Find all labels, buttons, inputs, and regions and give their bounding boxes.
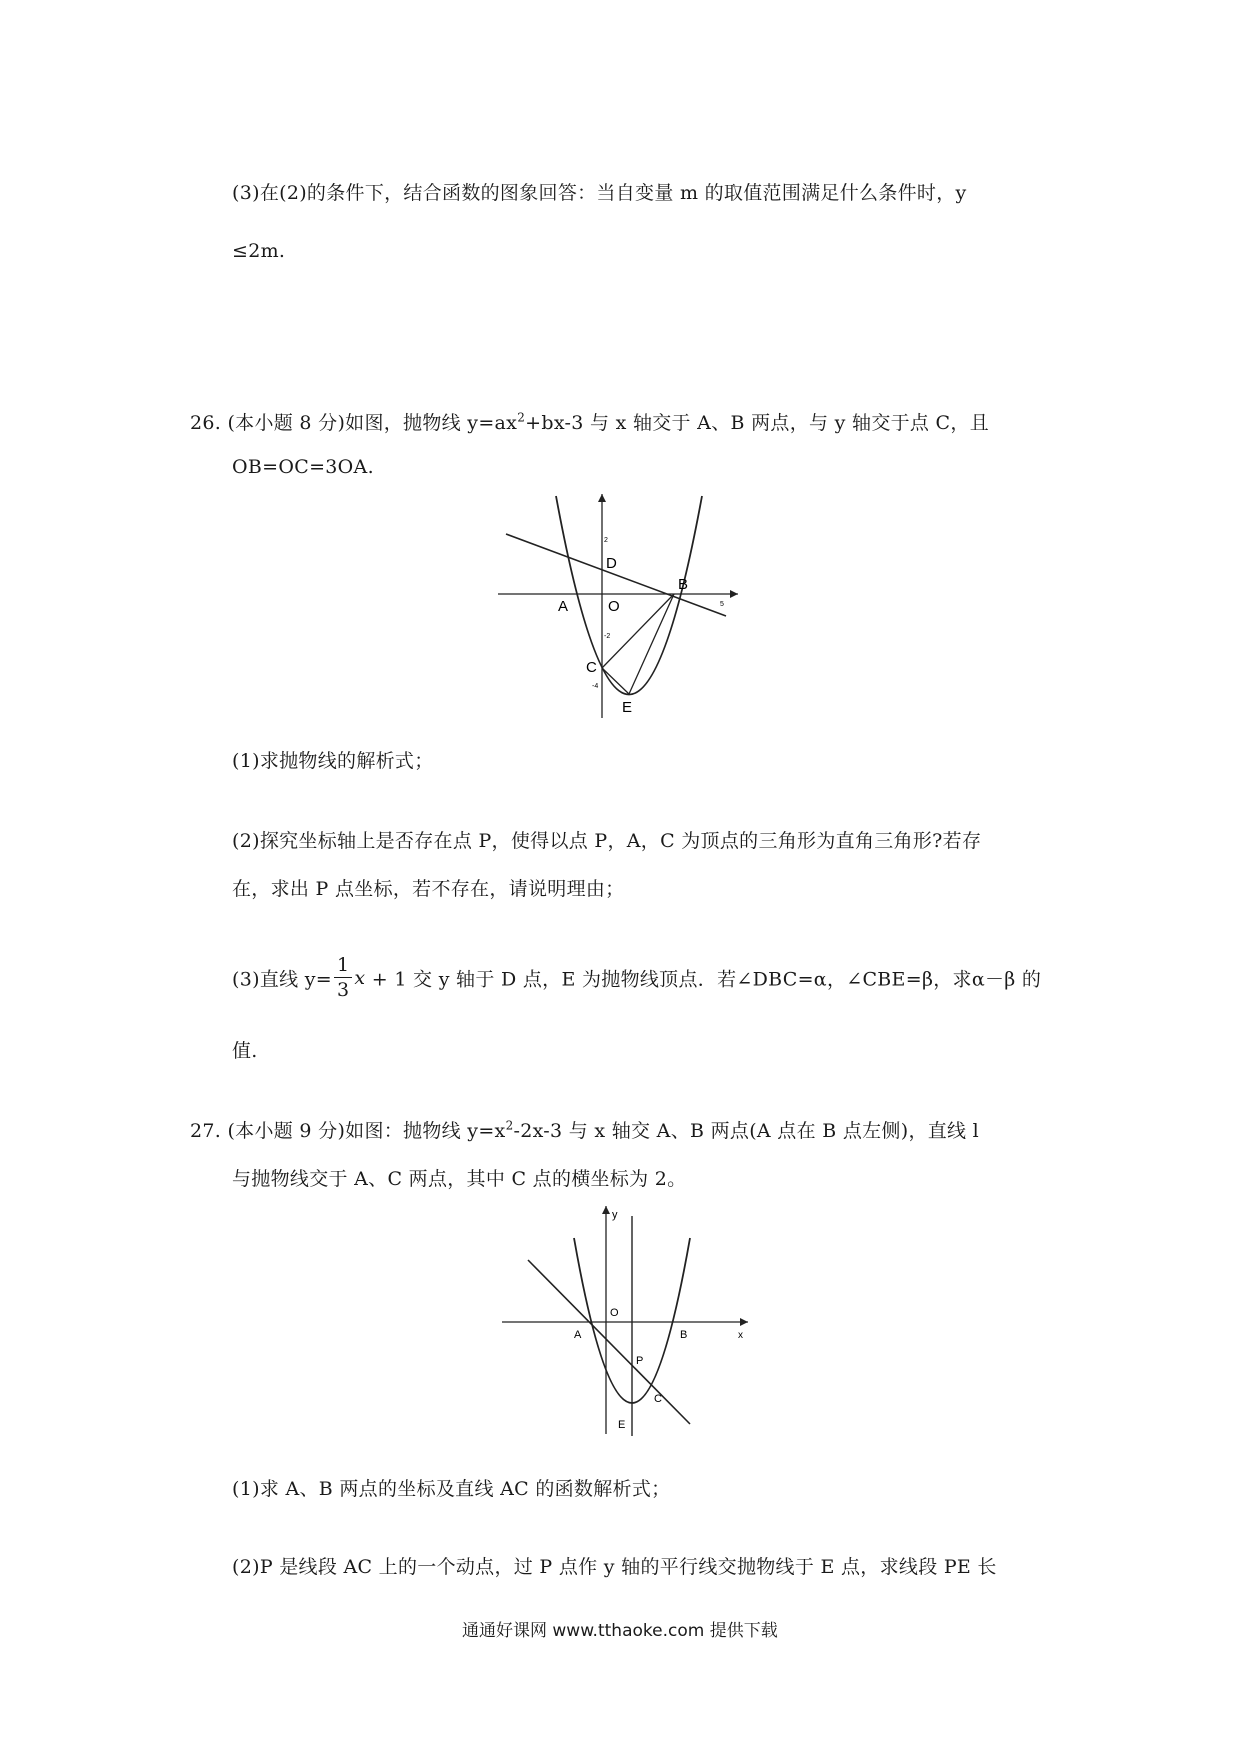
q26-number: 26. <box>190 412 222 434</box>
q26-part3-suffix: + 1 交 y 轴于 D 点，E 为抛物线顶点．若∠DBC=α，∠CBE=β，求α－β 的 <box>365 968 1042 991</box>
q26-fraction-denominator: 3 <box>337 979 350 1001</box>
q27-label-x: x <box>738 1330 743 1341</box>
q26-heading-line2: OB=OC=3OA. <box>232 456 374 478</box>
q26-part3-prefix: (3)直线 y= <box>232 968 333 991</box>
q26-segment-be <box>629 594 674 694</box>
q27-heading-line2: 与抛物线交于 A、C 两点，其中 C 点的横坐标为 2。 <box>232 1168 687 1190</box>
q26-part3-variable-x: x <box>354 967 366 989</box>
q27-heading-text-a: (本小题 9 分)如图：抛物线 y=x <box>227 1120 506 1142</box>
q26-tick-5: 5 <box>720 601 724 608</box>
q26-y-axis-arrow <box>598 494 606 502</box>
q26-tick-neg4: -4 <box>592 683 599 690</box>
q27-label-b: B <box>680 1329 688 1341</box>
q26-label-d: D <box>606 555 617 572</box>
q25-part3-line2: ≤2m. <box>232 240 286 262</box>
q26-label-b: B <box>678 576 689 593</box>
q26-label-o: O <box>608 598 620 615</box>
q26-heading-text-b: +bx-3 与 x 轴交于 A、B 两点，与 y 轴交于点 C，且 <box>525 412 990 434</box>
q26-parabola <box>556 496 702 695</box>
q27-part2: (2)P 是线段 AC 上的一个动点，过 P 点作 y 轴的平行线交抛物线于 E 点，求线段 PE 长 <box>232 1556 997 1578</box>
q26-part3-line1 <box>232 956 1041 1000</box>
q26-heading-exponent: 2 <box>517 410 526 425</box>
q26-tick-2: 2 <box>604 537 608 544</box>
q26-figure <box>488 488 748 728</box>
q26-label-e: E <box>622 699 633 716</box>
q27-label-y: y <box>612 1209 618 1221</box>
q27-y-axis-arrow <box>602 1206 610 1214</box>
q26-label-c: C <box>586 659 597 676</box>
q27-label-o: O <box>610 1307 619 1319</box>
q26-heading-text-a: (本小题 8 分)如图，抛物线 y=ax <box>227 412 518 434</box>
q26-part3-fraction <box>334 956 352 1000</box>
q27-heading-line1 <box>190 1116 979 1143</box>
q25-part3-line1: (3)在(2)的条件下，结合函数的图象回答：当自变量 m 的取值范围满足什么条件时，y <box>232 182 967 204</box>
q26-part3-line2: 值. <box>232 1040 258 1062</box>
q26-part2-line1: (2)探究坐标轴上是否存在点 P，使得以点 P，A，C 为顶点的三角形为直角三角形?若存 <box>232 830 982 852</box>
q27-heading-text-b: -2x-3 与 x 轴交 A、B 两点(A 点在 B 点左侧)，直线 l <box>513 1120 980 1142</box>
q26-label-a: A <box>558 598 569 615</box>
q27-label-e: E <box>618 1419 626 1431</box>
q26-part1: (1)求抛物线的解析式； <box>232 750 434 772</box>
q26-fraction-numerator: 1 <box>334 956 352 978</box>
q27-part1: (1)求 A、B 两点的坐标及直线 AC 的函数解析式； <box>232 1478 671 1500</box>
q27-label-c: C <box>654 1393 662 1405</box>
q26-x-axis-arrow <box>730 590 738 598</box>
q26-segment-ce <box>602 668 629 694</box>
q27-line-ac <box>528 1260 690 1424</box>
q27-label-a: A <box>574 1329 582 1341</box>
q26-tick-neg2: -2 <box>604 633 611 640</box>
q27-x-axis-arrow <box>740 1318 748 1326</box>
page-footer: 通通好课网 www.tthaoke.com 提供下载 <box>462 1621 778 1641</box>
q26-part2-line2: 在，求出 P 点坐标，若不存在，请说明理由； <box>232 878 625 900</box>
q27-number: 27. <box>190 1120 222 1142</box>
q26-heading-line1 <box>190 408 989 435</box>
q27-heading-exponent: 2 <box>505 1118 514 1133</box>
q27-label-p: P <box>636 1355 644 1367</box>
q27-figure <box>494 1198 764 1438</box>
